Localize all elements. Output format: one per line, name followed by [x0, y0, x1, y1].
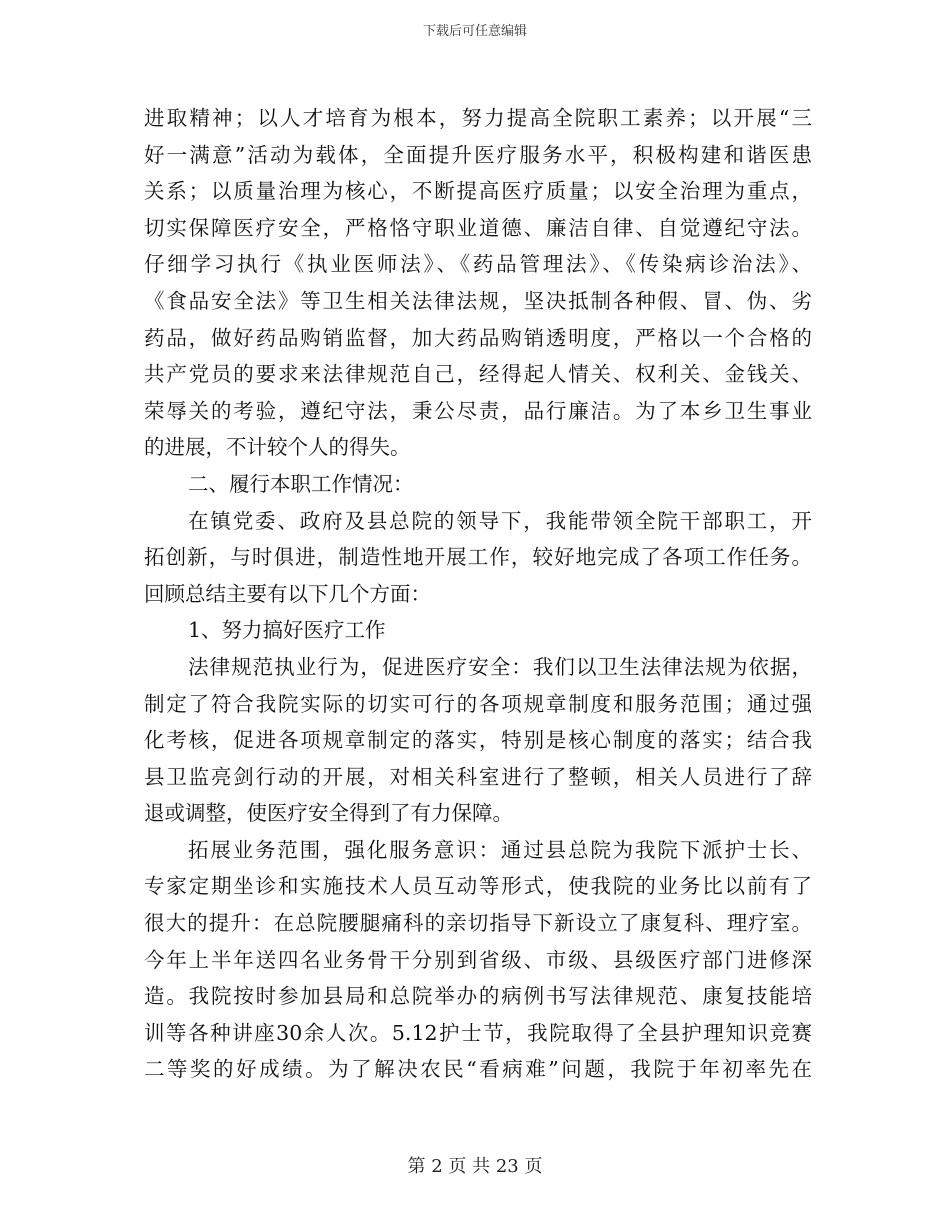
paragraph-line: 退或调整，使医疗安全得到了有力保障。	[144, 801, 513, 826]
paragraph-line: 关系；以质量治理为核心，不断提高医疗质量；以安全治理为重点，	[144, 179, 812, 204]
section-heading: 二、履行本职工作情况：	[188, 471, 414, 496]
paragraph-line: 进取精神；以人才培育为根本，努力提高全院职工素养；以开展“三	[144, 106, 812, 130]
paragraph-line: 拓创新，与时俱进，制造性地开展工作，较好地完成了各项工作任务。	[144, 545, 812, 570]
paragraph-line: 切实保障医疗安全，严格恪守职业道德、廉洁自律、自觉遵纪守法。	[144, 215, 812, 240]
paragraph-line: 在镇党委、政府及县总院的领导下，我能带领全院干部职工，开	[188, 508, 812, 533]
paragraph-line: 荣辱关的考验，遵纪守法，秉公尽责，品行廉洁。为了本乡卫生事业	[144, 398, 812, 423]
paragraph-line: 二等奖的好成绩。为了解决农民“看病难”问题，我院于年初率先在	[144, 1057, 812, 1082]
paragraph-line: 好一满意”活动为载体，全面提升医疗服务水平，积极构建和谐医患	[144, 142, 812, 167]
subsection-heading: 1、努力搞好医疗工作	[188, 618, 386, 643]
paragraph-line: 的进展，不计较个人的得失。	[144, 435, 411, 460]
paragraph-line: 训等各种讲座30余人次。5.12护士节，我院取得了全县护理知识竞赛	[144, 1020, 812, 1045]
paragraph-line: 制定了符合我院实际的切实可行的各项规章制度和服务范围；通过强	[144, 691, 812, 716]
paragraph-line: 仔细学习执行《执业医师法》、《药品管理法》、《传染病诊治法》、	[144, 252, 812, 277]
paragraph-line: 共产党员的要求来法律规范自己，经得起人情关、权利关、金钱关、	[144, 362, 812, 387]
paragraph-line: 化考核，促进各项规章制定的落实，特别是核心制度的落实；结合我	[144, 728, 812, 753]
paragraph-line: 很大的提升：在总院腰腿痛科的亲切指导下新设立了康复科、理疗室。	[144, 911, 812, 936]
paragraph-line: 药品，做好药品购销监督，加大药品购销透明度，严格以一个合格的	[144, 325, 812, 350]
paragraph-line: 法律规范执业行为，促进医疗安全：我们以卫生法律法规为依据，	[188, 654, 812, 679]
paragraph-line: 《食品安全法》等卫生相关法律法规，坚决抵制各种假、冒、伪、劣	[144, 288, 812, 313]
page-footer: 第 2 页 共 23 页	[407, 1156, 543, 1177]
document-body	[144, 100, 812, 1088]
paragraph-line: 回顾总结主要有以下几个方面：	[144, 581, 431, 606]
paragraph-line: 拓展业务范围，强化服务意识：通过县总院为我院下派护士长、	[188, 837, 812, 862]
paragraph-line: 今年上半年送四名业务骨干分别到省级、市级、县级医疗部门进修深	[144, 947, 812, 972]
page-header: 下载后可任意编辑	[422, 24, 527, 39]
paragraph-line: 县卫监亮剑行动的开展，对相关科室进行了整顿，相关人员进行了辞	[144, 764, 812, 789]
paragraph-line: 专家定期坐诊和实施技术人员互动等形式，使我院的业务比以前有了	[144, 874, 812, 899]
paragraph-line: 造。我院按时参加县局和总院举办的病例书写法律规范、康复技能培	[144, 984, 812, 1009]
